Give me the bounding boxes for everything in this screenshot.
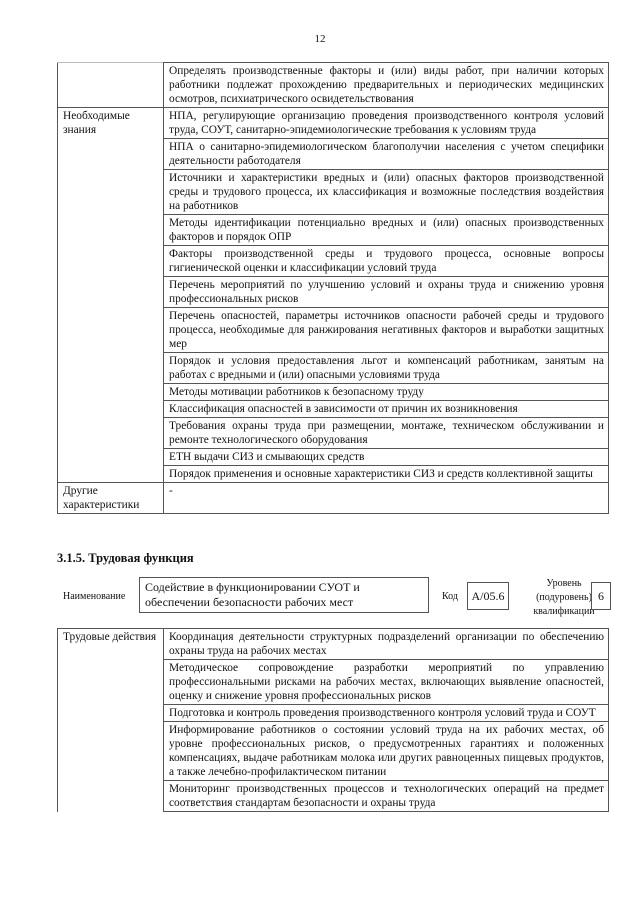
- action-item: Мониторинг производственных процессов и технологических операций на предмет соответствия стандартам безопасности и охраны труда: [164, 781, 609, 812]
- knowledge-item: Порядок применения и основные характеристики СИЗ и средств коллективной защиты: [164, 466, 609, 483]
- knowledge-item: ЕТН выдачи СИЗ и смывающих средств: [164, 449, 609, 466]
- skill-row: Определять производственные факторы и (или) виды работ, при наличии которых работники подлежат прохождению предварительных и периодических медицинских осмотров, психиатрического освидетельствования: [164, 63, 609, 108]
- other-value: -: [164, 483, 609, 514]
- page-number: 12: [314, 33, 326, 45]
- knowledge-label: Необходимые знания: [58, 108, 164, 483]
- actions-label: Трудовые действия: [58, 629, 164, 812]
- level-label: Уровень (подуровень) квалификации: [533, 578, 595, 617]
- action-item: Методическое сопровождение разработки мероприятий по управлению профессиональными рисками на рабочих местах, включающих выявление опасностей, оценку и снижение уровня профессиональных рисков: [164, 660, 609, 705]
- knowledge-item: Требования охраны труда при размещении, монтаже, техническом обслуживании и ремонте технологического оборудования: [164, 418, 609, 449]
- action-item: Информирование работников о состоянии условий труда на их рабочих местах, об уровне профессиональных рисков, о предусмотренных гарантиях и положенных компенсациях, выдаче работникам молока или других равноценных пищевых продуктов, а также лечебно-профилактическом питании: [164, 722, 609, 781]
- knowledge-item: Факторы производственной среды и трудового процесса, основные вопросы гигиенической оценки и классификации условий труда: [164, 246, 609, 277]
- knowledge-item: Источники и характеристики вредных и (или) опасных факторов производственной среды и трудового процесса, их классификация и возможные последствия воздействия на работников: [164, 170, 609, 215]
- knowledge-table: [57, 62, 609, 514]
- section-title: 3.1.5. Трудовая функция: [57, 551, 194, 565]
- name-value: Содействие в функционировании СУОТ и обеспечении безопасности рабочих мест: [139, 577, 429, 613]
- knowledge-item: Методы идентификации потенциально вредных и (или) опасных производственных факторов и порядок ОПР: [164, 215, 609, 246]
- other-label: Другие характеристики: [58, 483, 164, 514]
- empty-label-cell: [58, 63, 164, 108]
- knowledge-item: Порядок и условия предоставления льгот и компенсаций работникам, занятым на работах с вредными и (или) опасными условиями труда: [164, 353, 609, 384]
- knowledge-item: Перечень опасностей, параметры источников опасности рабочей среды и трудового процесса, необходимые для ранжирования негативных факторов и выработки защитных мер: [164, 308, 609, 353]
- level-value: 6: [591, 582, 611, 610]
- function-header: [57, 577, 617, 617]
- knowledge-item: НПА о санитарно-эпидемиологическом благополучии населения с учетом специфики деятельности работодателя: [164, 139, 609, 170]
- knowledge-item: Методы мотивации работников к безопасному труду: [164, 384, 609, 401]
- action-item: Координация деятельности структурных подразделений организации по обеспечению охраны труда на рабочих местах: [164, 629, 609, 660]
- knowledge-item: Классификация опасностей в зависимости от причин их возникновения: [164, 401, 609, 418]
- action-item: Подготовка и контроль проведения производственного контроля условий труда и СОУТ: [164, 705, 609, 722]
- code-value: А/05.6: [467, 582, 509, 610]
- knowledge-item: Перечень мероприятий по улучшению условий и охраны труда и снижению уровня профессиональных рисков: [164, 277, 609, 308]
- actions-table: [57, 628, 609, 812]
- name-label: Наименование: [63, 591, 126, 602]
- knowledge-item: НПА, регулирующие организацию проведения производственного контроля условий труда, СОУТ, санитарно-эпидемиологические требования к условиям труда: [164, 108, 609, 139]
- code-label: Код: [442, 591, 458, 602]
